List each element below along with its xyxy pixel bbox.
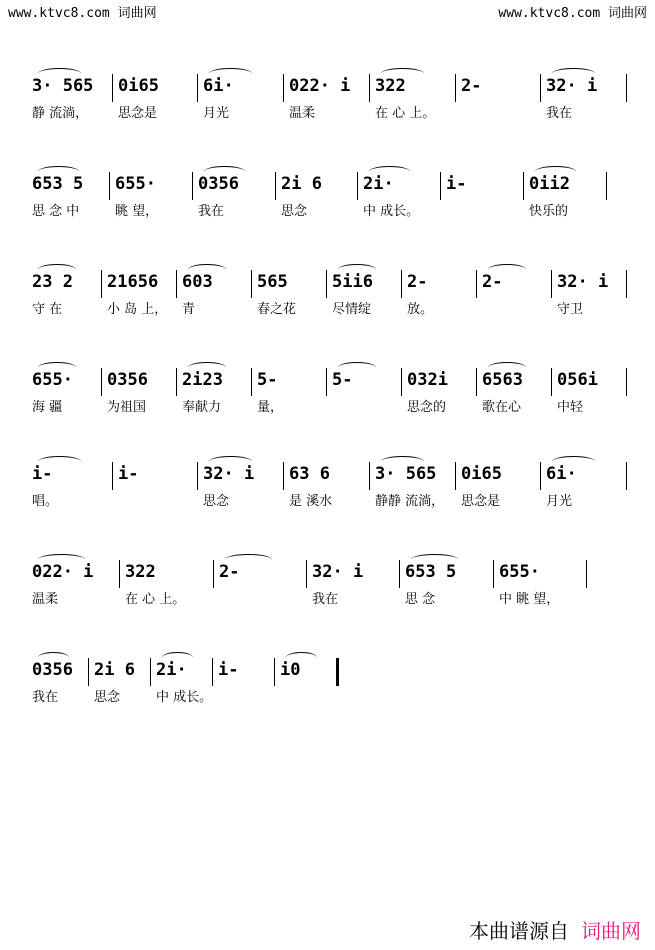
lyric-segment: 春之花 <box>257 302 297 317</box>
bar-line <box>251 368 252 396</box>
slur-mark <box>162 652 193 663</box>
watermark-right: www.ktvc8.com 词曲网 <box>498 6 647 21</box>
lyric-segment: 我在 <box>312 592 339 607</box>
bar-line <box>251 270 252 298</box>
measure-notes: 0i65 <box>461 464 502 484</box>
bar-line <box>455 462 456 490</box>
slur-mark <box>38 554 85 565</box>
measure-notes: 5- <box>257 370 278 390</box>
lyric-segment: 思 念 中 <box>32 204 80 219</box>
bar-line <box>540 462 541 490</box>
lyric-segment: 中 成长。 <box>156 690 213 705</box>
measure-notes: 6i· <box>546 464 577 484</box>
measure-notes: 022· i <box>289 76 351 96</box>
lyric-segment: 是 溪水 <box>289 494 333 509</box>
notes-line <box>28 74 628 98</box>
lyric-segment: 思念是 <box>461 494 501 509</box>
bar-line <box>626 462 627 490</box>
measure-notes: 022· i <box>32 562 94 582</box>
measure-notes: 056i <box>557 370 598 390</box>
lyric-segment: 唱。 <box>32 494 59 509</box>
measure-notes: 565 <box>257 272 288 292</box>
slur-mark <box>338 264 376 275</box>
lyric-segment: 温柔 <box>32 592 59 607</box>
measure-notes: i- <box>118 464 139 484</box>
measure-notes: 21656 <box>107 272 159 292</box>
bar-line <box>399 560 400 588</box>
staff-row <box>28 646 628 706</box>
bar-line <box>336 658 339 686</box>
lyric-segment: 青 <box>182 302 196 317</box>
slur-mark <box>488 264 526 275</box>
lyric-segment: 思念 <box>94 690 121 705</box>
measure-notes: 23 2 <box>32 272 73 292</box>
measure-notes: 2- <box>482 272 503 292</box>
bar-line <box>523 172 524 200</box>
bar-line <box>176 270 177 298</box>
measure-notes: i- <box>446 174 467 194</box>
slur-mark <box>38 362 76 373</box>
bar-line <box>197 462 198 490</box>
bar-line <box>150 658 151 686</box>
lyric-segment: 中 成长。 <box>363 204 420 219</box>
slur-mark <box>552 456 595 467</box>
measure-notes: 2i23 <box>182 370 223 390</box>
bar-line <box>586 560 587 588</box>
slur-mark <box>188 362 226 373</box>
lyric-segment: 思念的 <box>407 400 447 415</box>
slur-mark <box>209 456 252 467</box>
measure-notes: 32· i <box>557 272 609 292</box>
lyric-segment: 静 流淌， <box>32 106 89 121</box>
slur-mark <box>286 652 317 663</box>
lyric-segment: 歌在心 <box>482 400 522 415</box>
bar-line <box>275 172 276 200</box>
staff-row <box>28 62 628 122</box>
bar-line <box>176 368 177 396</box>
measure-notes: 653 5 <box>32 174 84 194</box>
lyric-segment: 温柔 <box>289 106 316 121</box>
notes-line <box>28 560 628 584</box>
bar-line <box>401 368 402 396</box>
bar-line <box>112 462 113 490</box>
staff-row <box>28 548 628 608</box>
lyric-segment: 放。 <box>407 302 434 317</box>
bar-line <box>212 658 213 686</box>
measure-notes: 2- <box>407 272 428 292</box>
measure-notes: 32· i <box>546 76 598 96</box>
measure-notes: 655· <box>499 562 540 582</box>
measure-notes: 0356 <box>198 174 239 194</box>
source-text: 本曲谱源自 <box>469 919 569 943</box>
notes-line <box>28 368 628 392</box>
lyric-segment: 眺 望， <box>115 204 159 219</box>
notes-line <box>28 462 628 486</box>
bar-line <box>493 560 494 588</box>
slur-mark <box>209 68 252 79</box>
lyric-segment: 尽情绽 <box>332 302 372 317</box>
slur-mark <box>488 362 526 373</box>
lyric-segment: 思念是 <box>118 106 158 121</box>
source-credit <box>469 915 641 944</box>
slur-mark <box>411 554 458 565</box>
bar-line <box>440 172 441 200</box>
lyric-segment: 中 眺 望， <box>499 592 560 607</box>
lyric-segment: 量， <box>257 400 284 415</box>
lyric-segment: 思念 <box>203 494 230 509</box>
bar-line <box>401 270 402 298</box>
lyrics-line <box>28 588 628 608</box>
slur-mark <box>552 68 595 79</box>
bar-line <box>357 172 358 200</box>
lyric-segment: 我在 <box>198 204 225 219</box>
lyrics-line <box>28 200 628 220</box>
measure-notes: 655· <box>115 174 156 194</box>
lyric-segment: 中轻 <box>557 400 584 415</box>
watermark-left: www.ktvc8.com 词曲网 <box>8 6 157 21</box>
lyric-segment: 思念 <box>281 204 308 219</box>
measure-notes: 3· 565 <box>375 464 437 484</box>
measure-notes: 2- <box>461 76 482 96</box>
lyrics-line <box>28 686 628 706</box>
bar-line <box>626 368 627 396</box>
slur-mark <box>204 166 245 177</box>
measure-notes: 32· i <box>203 464 255 484</box>
measure-notes: i- <box>218 660 239 680</box>
lyric-segment: 在 心 上。 <box>375 106 436 121</box>
measure-notes: 2i 6 <box>94 660 135 680</box>
notes-line <box>28 172 628 196</box>
slur-mark <box>381 456 424 467</box>
bar-line <box>213 560 214 588</box>
bar-line <box>109 172 110 200</box>
measure-notes: 0356 <box>32 660 73 680</box>
bar-line <box>551 270 552 298</box>
bar-line <box>369 74 370 102</box>
lyric-segment: 为祖国 <box>107 400 147 415</box>
lyrics-line <box>28 102 628 122</box>
slur-mark <box>338 362 376 373</box>
lyric-segment: 守卫 <box>557 302 584 317</box>
bar-line <box>626 74 627 102</box>
bar-line <box>306 560 307 588</box>
bar-line <box>192 172 193 200</box>
lyric-segment: 静静 流淌， <box>375 494 445 509</box>
measure-notes: 653 5 <box>405 562 457 582</box>
measure-notes: 2i· <box>156 660 187 680</box>
lyrics-line <box>28 396 628 416</box>
notes-line <box>28 270 628 294</box>
measure-notes: 0i65 <box>118 76 159 96</box>
lyric-segment: 奉献力 <box>182 400 222 415</box>
measure-notes: 655· <box>32 370 73 390</box>
measure-notes: 032i <box>407 370 448 390</box>
lyric-segment: 我在 <box>546 106 573 121</box>
slur-mark <box>38 68 81 79</box>
bar-line <box>101 270 102 298</box>
bar-line <box>476 368 477 396</box>
bar-line <box>101 368 102 396</box>
slur-mark <box>225 554 272 565</box>
bar-line <box>551 368 552 396</box>
bar-line <box>197 74 198 102</box>
measure-notes: 3· 565 <box>32 76 94 96</box>
bar-line <box>283 462 284 490</box>
bar-line <box>606 172 607 200</box>
lyric-segment: 我在 <box>32 690 59 705</box>
measure-notes: 2i· <box>363 174 394 194</box>
measure-notes: 6563 <box>482 370 523 390</box>
slur-mark <box>38 652 69 663</box>
source-brand: 词曲网 <box>581 919 641 943</box>
measure-notes: 32· i <box>312 562 364 582</box>
staff-row <box>28 160 628 220</box>
lyric-segment: 守 在 <box>32 302 63 317</box>
notes-line <box>28 658 628 682</box>
staff-row <box>28 356 628 416</box>
lyric-segment: 思 念 <box>405 592 436 607</box>
lyric-segment: 在 心 上。 <box>125 592 186 607</box>
measure-notes: 322 <box>375 76 406 96</box>
measure-notes: 603 <box>182 272 213 292</box>
bar-line <box>112 74 113 102</box>
measure-notes: 2i 6 <box>281 174 322 194</box>
measure-notes: 63 6 <box>289 464 330 484</box>
lyrics-line <box>28 298 628 318</box>
bar-line <box>455 74 456 102</box>
measure-notes: 2- <box>219 562 240 582</box>
bar-line <box>626 270 627 298</box>
staff-row <box>28 258 628 318</box>
bar-line <box>476 270 477 298</box>
lyric-segment: 月光 <box>203 106 230 121</box>
measure-notes: i0 <box>280 660 301 680</box>
bar-line <box>283 74 284 102</box>
measure-notes: 322 <box>125 562 156 582</box>
bar-line <box>369 462 370 490</box>
slur-mark <box>188 264 226 275</box>
lyric-segment: 小 岛 上， <box>107 302 168 317</box>
slur-mark <box>381 68 424 79</box>
measure-notes: i- <box>32 464 53 484</box>
bar-line <box>119 560 120 588</box>
lyric-segment: 快乐的 <box>529 204 569 219</box>
bar-line <box>326 270 327 298</box>
bar-line <box>88 658 89 686</box>
measure-notes: 0ii2 <box>529 174 570 194</box>
measure-notes: 5- <box>332 370 353 390</box>
bar-line <box>274 658 275 686</box>
bar-line <box>326 368 327 396</box>
slur-mark <box>38 456 81 467</box>
slur-mark <box>535 166 576 177</box>
lyric-segment: 海 疆 <box>32 400 63 415</box>
lyrics-line <box>28 490 628 510</box>
lyric-segment: 月光 <box>546 494 573 509</box>
measure-notes: 0356 <box>107 370 148 390</box>
measure-notes: 5ii6 <box>332 272 373 292</box>
bar-line <box>540 74 541 102</box>
slur-mark <box>38 264 76 275</box>
slur-mark <box>38 166 79 177</box>
measure-notes: 6i· <box>203 76 234 96</box>
staff-row <box>28 450 628 510</box>
slur-mark <box>369 166 410 177</box>
